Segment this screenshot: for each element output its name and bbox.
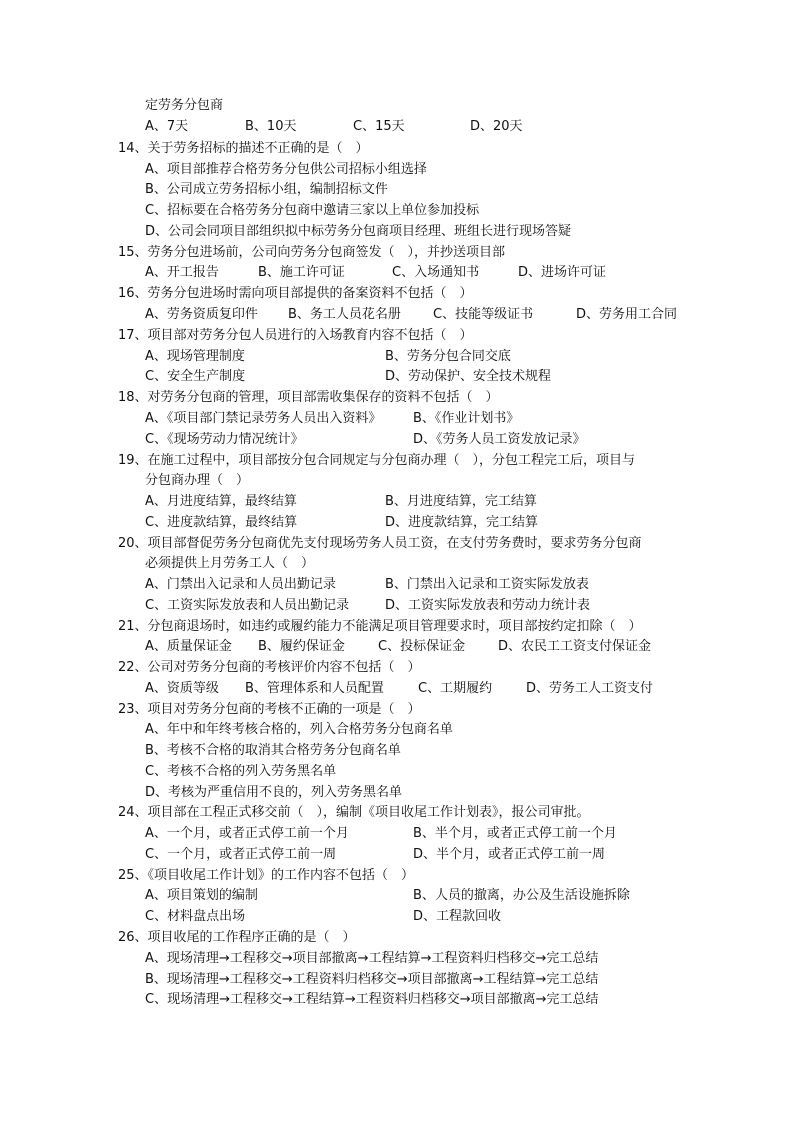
q23-option-a: A、年中和年终考核合格的，列入合格劳务分包商名单 bbox=[145, 722, 453, 737]
question-15-stem: 15、劳务分包进场前，公司向劳务分包商签发（ ），并抄送项目部 bbox=[118, 245, 506, 260]
q23-option-b: B、考核不合格的取消其合格劳务分包商名单 bbox=[145, 743, 401, 758]
q25-option-c: C、材料盘点出场 bbox=[145, 909, 246, 924]
q26-option-b: B、现场清理→工程移交→工程资料归档移交→项目部撤离→工程结算→完工总结 bbox=[145, 972, 599, 987]
q26-option-a: A、现场清理→工程移交→项目部撤离→工程结算→工程资料归档移交→完工总结 bbox=[145, 951, 599, 966]
q24-option-d: D、半个月，或者正式停工前一周 bbox=[413, 847, 606, 862]
q17-option-a: A、现场管理制度 bbox=[145, 349, 245, 364]
q24-option-b: B、半个月，或者正式停工前一个月 bbox=[413, 826, 617, 841]
q17-option-b: B、劳务分包合同交底 bbox=[385, 349, 511, 364]
question-21-stem: 21、分包商退场时，如违约或履约能力不能满足项目管理要求时，项目部按约定扣除（ ） bbox=[118, 619, 642, 634]
q14-option-a: A、项目部推荐合格劳务分包供公司招标小组选择 bbox=[145, 162, 427, 177]
question-20-stem: 20、项目部督促劳务分包商优先支付现场劳务人员工资，在支付劳务费时，要求劳务分包商 bbox=[118, 536, 642, 551]
q19-option-a: A、月进度结算，最终结算 bbox=[145, 494, 297, 509]
q25-option-d: D、工程款回收 bbox=[413, 909, 502, 924]
q16-option-b: B、务工人员花名册 bbox=[288, 307, 401, 322]
q23-option-d: D、考核为严重信用不良的，列入劳务黑名单 bbox=[145, 785, 403, 800]
question-19-stem-continuation: 分包商办理（ ） bbox=[145, 473, 250, 488]
q17-option-d: D、劳动保护、安全技术规程 bbox=[385, 369, 552, 384]
q15-option-c: C、入场通知书 bbox=[392, 265, 480, 280]
q25-option-a: A、项目策划的编制 bbox=[145, 888, 258, 903]
q13-option-c: C、15天 bbox=[353, 119, 405, 134]
q16-option-c: C、技能等级证书 bbox=[433, 307, 534, 322]
q13-option-d: D、20天 bbox=[470, 119, 523, 134]
q17-option-c: C、安全生产制度 bbox=[145, 369, 246, 384]
q15-option-d: D、进场许可证 bbox=[518, 265, 607, 280]
q19-option-b: B、月进度结算，完工结算 bbox=[385, 494, 537, 509]
q21-option-b: B、履约保证金 bbox=[258, 639, 345, 654]
question-13-stem-continuation: 定劳务分包商 bbox=[145, 98, 224, 113]
q15-option-b: B、施工许可证 bbox=[258, 265, 345, 280]
q22-option-c: C、工期履约 bbox=[418, 681, 493, 696]
q20-option-c: C、工资实际发放表和人员出勤记录 bbox=[145, 598, 350, 613]
q14-option-c: C、招标要在合格劳务分包商中邀请三家以上单位参加投标 bbox=[145, 203, 480, 218]
q18-option-c: C、《现场劳动力情况统计》 bbox=[145, 432, 304, 447]
q24-option-a: A、一个月，或者正式停工前一个月 bbox=[145, 826, 349, 841]
q21-option-c: C、投标保证金 bbox=[378, 639, 466, 654]
question-17-stem: 17、项目部对劳务分包人员进行的入场教育内容不包括（ ） bbox=[118, 328, 473, 343]
q22-option-b: B、管理体系和人员配置 bbox=[245, 681, 384, 696]
q14-option-b: B、公司成立劳务招标小组，编制招标文件 bbox=[145, 182, 388, 197]
q18-option-b: B、《作业计划书》 bbox=[413, 411, 520, 426]
question-25-stem: 25、《项目收尾工作计划》的工作内容不包括（ ） bbox=[118, 868, 415, 883]
question-20-stem-continuation: 必须提供上月劳务工人（ ） bbox=[145, 556, 315, 571]
q21-option-a: A、质量保证金 bbox=[145, 639, 232, 654]
question-16-stem: 16、劳务分包进场时需向项目部提供的备案资料不包括（ ） bbox=[118, 286, 473, 301]
q25-option-b: B、人员的撤离，办公及生活设施拆除 bbox=[413, 888, 630, 903]
q13-option-a: A、7天 bbox=[145, 119, 189, 134]
q14-option-d: D、公司会同项目部组织拟中标劳务分包商项目经理、班组长进行现场答疑 bbox=[145, 224, 572, 239]
question-18-stem: 18、对劳务分包商的管理，项目部需收集保存的资料不包括（ ） bbox=[118, 390, 499, 405]
q13-option-b: B、10天 bbox=[245, 119, 297, 134]
q19-option-c: C、进度款结算，最终结算 bbox=[145, 515, 298, 530]
q16-option-a: A、劳务资质复印件 bbox=[145, 307, 258, 322]
question-26-stem: 26、项目收尾的工作程序正确的是（ ） bbox=[118, 930, 356, 945]
question-14-stem: 14、关于劳务招标的描述不正确的是（ ） bbox=[118, 141, 369, 156]
question-23-stem: 23、项目对劳务分包商的考核不正确的一项是（ ） bbox=[118, 702, 421, 717]
q23-option-c: C、考核不合格的列入劳务黑名单 bbox=[145, 764, 337, 779]
question-22-stem: 22、公司对劳务分包商的考核评价内容不包括（ ） bbox=[118, 660, 421, 675]
q20-option-d: D、工资实际发放表和劳动力统计表 bbox=[385, 598, 591, 613]
q20-option-b: B、门禁出入记录和工资实际发放表 bbox=[385, 577, 589, 592]
q16-option-d: D、劳务用工合同 bbox=[576, 307, 678, 322]
q26-option-c: C、现场清理→工程移交→工程结算→工程资料归档移交→项目部撤离→完工总结 bbox=[145, 992, 599, 1007]
question-19-stem: 19、在施工过程中，项目部按分包合同规定与分包商办理（ ），分包工程完工后，项目与 bbox=[118, 453, 636, 468]
q21-option-d: D、农民工工资支付保证金 bbox=[498, 639, 652, 654]
q24-option-c: C、一个月，或者正式停工前一周 bbox=[145, 847, 337, 862]
q19-option-d: D、进度款结算，完工结算 bbox=[385, 515, 539, 530]
q18-option-d: D、《劳务人员工资发放记录》 bbox=[413, 432, 586, 447]
q22-option-d: D、劳务工人工资支付 bbox=[526, 681, 654, 696]
q22-option-a: A、资质等级 bbox=[145, 681, 219, 696]
q18-option-a: A、《项目部门禁记录劳务人员出入资料》 bbox=[145, 411, 382, 426]
question-24-stem: 24、项目部在工程正式移交前（ ），编制《项目收尾工作计划表》，报公司审批。 bbox=[118, 805, 590, 820]
q20-option-a: A、门禁出入记录和人员出勤记录 bbox=[145, 577, 336, 592]
q15-option-a: A、开工报告 bbox=[145, 265, 219, 280]
